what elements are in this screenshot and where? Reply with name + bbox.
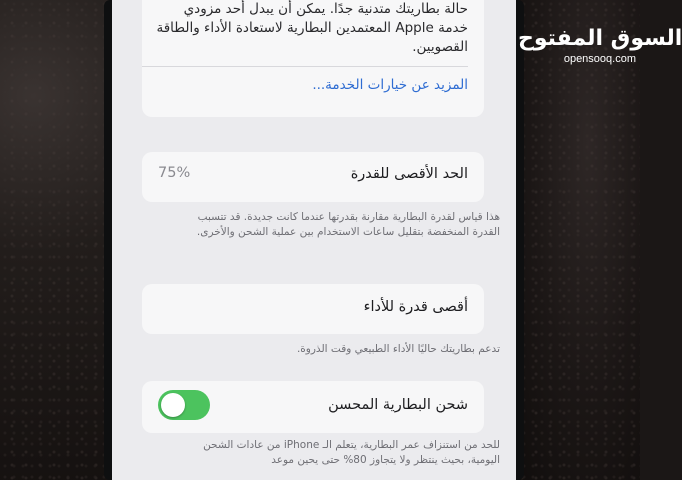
peak-performance-label: أقصى قدرة للأداء — [363, 299, 468, 315]
optimized-charging-note: للحد من استنزاف عمر البطارية، يتعلم الـ iPhone من عادات الشحن اليومية، بحيث ينتظر ولا يتجاوز 80% حتى يحين موعد — [203, 439, 500, 466]
card-divider — [142, 66, 468, 67]
peak-performance-row — [142, 284, 484, 334]
max-capacity-value: 75% — [158, 165, 191, 181]
optimized-charging-row — [142, 381, 484, 433]
service-recommendation-text: حالة بطاريتك متدنية جدًا. يمكن أن يبدل أحد مزودي خدمة Apple المعتمدين البطارية لاستعادة الأداء والطاقة القصويين. — [156, 1, 468, 55]
optimized-charging-label: شحن البطارية المحسن — [328, 397, 468, 413]
opensooq-watermark — [518, 26, 682, 65]
optimized-charging-toggle[interactable] — [158, 390, 210, 420]
max-capacity-note: هذا قياس لقدرة البطارية مقارنة بقدرتها عندما كانت جديدة. قد تتسبب القدرة المنخفضة بتقليل ساعات الاستخدام بين عملية الشحن والأخرى. — [196, 211, 500, 238]
watermark-domain: opensooq.com — [563, 53, 636, 65]
leather-background-right — [510, 0, 682, 480]
max-capacity-label: الحد الأقصى للقدرة — [350, 166, 468, 182]
leather-background-left — [0, 0, 112, 480]
service-recommendation-card — [142, 0, 484, 117]
more-service-options-link[interactable]: المزيد عن خيارات الخدمة... — [312, 77, 468, 93]
max-capacity-row — [142, 152, 484, 202]
peak-performance-note: تدعم بطاريتك حاليًا الأداء الطبيعي وقت الذروة. — [296, 343, 500, 355]
battery-health-screen — [112, 0, 516, 480]
watermark-arabic-name: السوق المفتوح — [518, 26, 682, 51]
toggle-knob — [161, 393, 185, 417]
